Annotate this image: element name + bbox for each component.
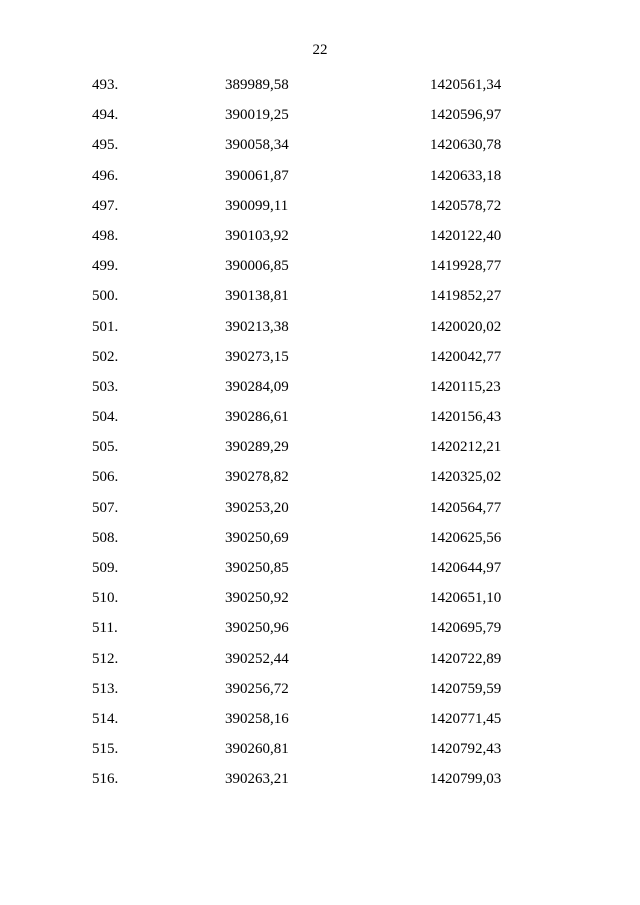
x-coordinate: 390213,38	[225, 318, 289, 335]
table-row	[0, 75, 640, 105]
x-coordinate: 390006,85	[225, 258, 289, 275]
table-row	[0, 256, 640, 286]
point-number: 511.	[92, 620, 118, 637]
point-number: 493.	[92, 77, 119, 93]
x-coordinate: 390253,20	[225, 499, 289, 516]
table-row	[0, 588, 640, 618]
y-coordinate: 1420564,77	[430, 499, 502, 516]
point-number: 497.	[92, 197, 119, 214]
table-row	[0, 467, 640, 497]
table-row	[0, 709, 640, 739]
point-number: 508.	[92, 529, 119, 546]
y-coordinate: 1420115,23	[430, 378, 501, 395]
point-number: 514.	[92, 710, 119, 727]
y-coordinate: 1420799,03	[430, 771, 502, 788]
x-coordinate: 390061,87	[225, 167, 289, 184]
point-number: 503.	[92, 378, 119, 395]
y-coordinate: 1420722,89	[430, 650, 502, 667]
table-row	[0, 226, 640, 256]
y-coordinate: 1420625,56	[430, 529, 502, 546]
y-coordinate: 1419928,77	[430, 258, 502, 275]
table-row	[0, 317, 640, 347]
y-coordinate: 1420630,78	[430, 137, 502, 154]
table-row	[0, 498, 640, 528]
table-row	[0, 679, 640, 709]
x-coordinate: 390289,29	[225, 439, 289, 456]
x-coordinate: 390019,25	[225, 107, 289, 124]
x-coordinate: 390278,82	[225, 469, 289, 486]
table-row	[0, 135, 640, 165]
x-coordinate: 390273,15	[225, 348, 289, 365]
x-coordinate: 390284,09	[225, 378, 289, 395]
point-number: 512.	[92, 650, 119, 667]
table-row	[0, 528, 640, 558]
point-number: 498.	[92, 227, 119, 244]
y-coordinate: 1420651,10	[430, 590, 502, 607]
x-coordinate: 389989,58	[225, 77, 289, 93]
x-coordinate: 390263,21	[225, 771, 289, 788]
y-coordinate: 1420122,40	[430, 227, 502, 244]
x-coordinate: 390058,34	[225, 137, 289, 154]
point-number: 515.	[92, 741, 119, 758]
x-coordinate: 390256,72	[225, 680, 289, 697]
y-coordinate: 1420561,34	[430, 77, 502, 93]
y-coordinate: 1420325,02	[430, 469, 502, 486]
point-number: 500.	[92, 288, 119, 305]
table-row	[0, 166, 640, 196]
table-row	[0, 739, 640, 769]
coordinates-table	[0, 75, 640, 800]
point-number: 507.	[92, 499, 119, 516]
table-row	[0, 437, 640, 467]
x-coordinate: 390250,85	[225, 560, 289, 576]
y-coordinate: 1419852,27	[430, 288, 502, 305]
x-coordinate: 390250,96	[225, 620, 289, 637]
y-coordinate: 1420156,43	[430, 409, 502, 426]
y-coordinate: 1420633,18	[430, 167, 502, 184]
point-number: 496.	[92, 167, 119, 184]
y-coordinate: 1420020,02	[430, 318, 502, 335]
point-number: 505.	[92, 439, 119, 456]
table-row	[0, 105, 640, 135]
point-number: 495.	[92, 137, 119, 154]
y-coordinate: 1420042,77	[430, 348, 502, 365]
table-row	[0, 347, 640, 377]
x-coordinate: 390250,92	[225, 590, 289, 607]
table-row	[0, 407, 640, 437]
x-coordinate: 390250,69	[225, 529, 289, 546]
table-row	[0, 377, 640, 407]
point-number: 499.	[92, 258, 119, 275]
table-row	[0, 558, 640, 588]
page-number: 22	[312, 42, 328, 58]
y-coordinate: 1420212,21	[430, 439, 502, 456]
point-number: 516.	[92, 771, 119, 788]
y-coordinate: 1420771,45	[430, 710, 502, 727]
x-coordinate: 390138,81	[225, 288, 289, 305]
point-number: 509.	[92, 560, 119, 576]
x-coordinate: 390252,44	[225, 650, 289, 667]
point-number: 502.	[92, 348, 119, 365]
y-coordinate: 1420596,97	[430, 107, 502, 124]
y-coordinate: 1420644,97	[430, 560, 502, 576]
point-number: 494.	[92, 107, 119, 124]
y-coordinate: 1420578,72	[430, 197, 502, 214]
table-row	[0, 649, 640, 679]
table-row	[0, 618, 640, 648]
point-number: 501.	[92, 318, 119, 335]
point-number: 504.	[92, 409, 119, 426]
x-coordinate: 390260,81	[225, 741, 289, 758]
y-coordinate: 1420759,59	[430, 680, 502, 697]
point-number: 506.	[92, 469, 119, 486]
x-coordinate: 390258,16	[225, 710, 289, 727]
point-number: 513.	[92, 680, 119, 697]
y-coordinate: 1420792,43	[430, 741, 502, 758]
table-row	[0, 286, 640, 316]
y-coordinate: 1420695,79	[430, 620, 502, 637]
x-coordinate: 390103,92	[225, 227, 289, 244]
x-coordinate: 390099,11	[225, 197, 289, 214]
table-row	[0, 769, 640, 799]
x-coordinate: 390286,61	[225, 409, 289, 426]
point-number: 510.	[92, 590, 119, 607]
table-row	[0, 196, 640, 226]
